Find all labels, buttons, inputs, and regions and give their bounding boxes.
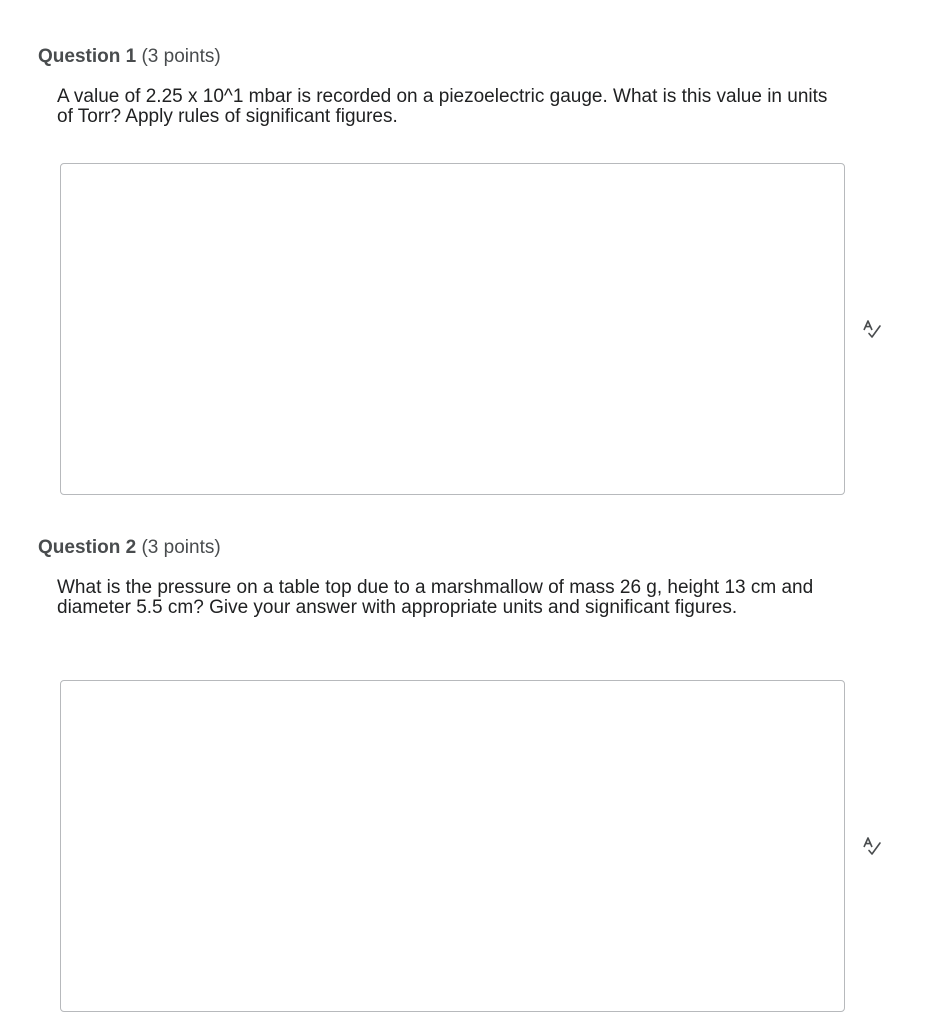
question-2-title: Question 2 <box>38 537 137 558</box>
question-1-title: Question 1 <box>38 46 137 67</box>
spellcheck-icon[interactable] <box>862 837 882 857</box>
question-1-points: (3 points) <box>141 46 221 67</box>
question-1-answer-box[interactable] <box>60 163 845 495</box>
question-2-text: What is the pressure on a table top due to a marshmallow of mass 26 g, height 13 cm and diameter 5.5 cm? Give your answer with appropriate units and significant figures. <box>57 577 814 618</box>
question-1-text: A value of 2.25 x 10^1 mbar is recorded on a piezoelectric gauge. What is this value in units of Torr? Apply rules of significant figures. <box>57 86 828 127</box>
spellcheck-icon[interactable] <box>862 320 882 340</box>
question-2-points: (3 points) <box>141 537 221 558</box>
question-1-header <box>38 45 221 69</box>
question-2-answer-box[interactable] <box>60 680 845 1012</box>
question-2-header <box>38 536 221 560</box>
